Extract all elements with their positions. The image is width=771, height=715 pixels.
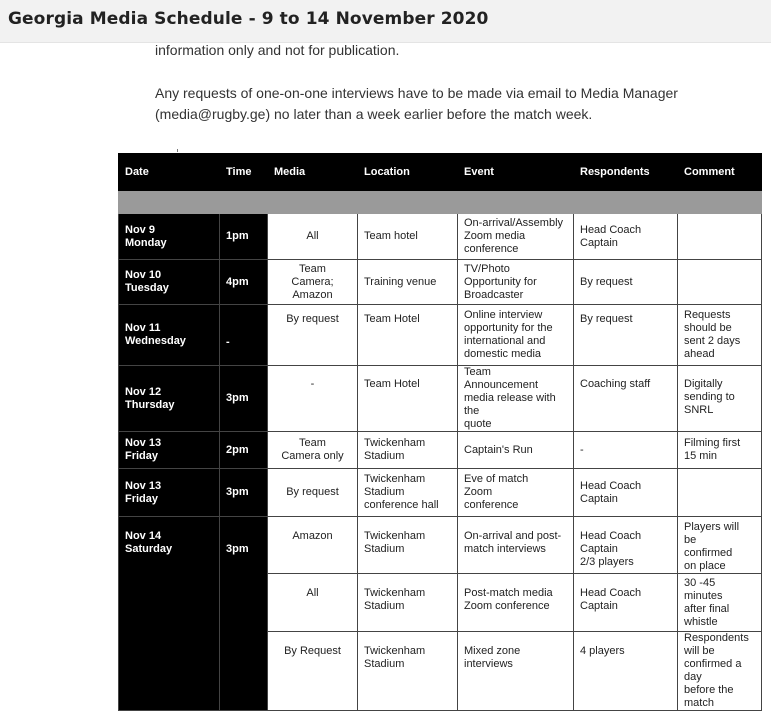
header-media: Media bbox=[268, 154, 358, 191]
respondents-line: Captain bbox=[580, 492, 618, 505]
media-line: All bbox=[306, 587, 319, 599]
location-cell bbox=[358, 517, 458, 574]
time-cell: 1pm bbox=[220, 214, 268, 260]
location-line: Stadium bbox=[364, 658, 405, 670]
location-line: Team Hotel bbox=[364, 313, 420, 325]
comment-line: before the bbox=[684, 684, 734, 696]
media-line: Team bbox=[299, 437, 326, 449]
header-date: Date bbox=[119, 154, 220, 191]
event-line: conference bbox=[464, 243, 519, 255]
date-line: Nov 13 bbox=[125, 479, 162, 492]
comment-line: Filming first bbox=[684, 437, 741, 449]
comment-cell bbox=[678, 366, 762, 432]
event-line: domestic media bbox=[464, 348, 542, 360]
header-time: Time bbox=[220, 154, 268, 191]
event-line: conference bbox=[464, 499, 519, 511]
table-row bbox=[119, 260, 762, 305]
respondents-line: Captain bbox=[580, 236, 618, 249]
comment-line: should be bbox=[684, 322, 732, 334]
event-cell bbox=[458, 632, 574, 711]
location-cell bbox=[358, 214, 458, 260]
media-line: Amazon bbox=[292, 288, 333, 301]
comment-line: confirmed a bbox=[684, 658, 742, 670]
date-line: Nov 12 bbox=[125, 385, 162, 398]
respondents-cell bbox=[574, 469, 678, 517]
comment-cell bbox=[678, 469, 762, 517]
location-line: Twickenham bbox=[364, 530, 426, 542]
media-line: Amazon bbox=[292, 530, 333, 542]
header-comment: Comment bbox=[678, 154, 762, 191]
event-cell bbox=[458, 305, 574, 366]
location-line: Twickenham bbox=[364, 473, 426, 485]
comment-line: minutes bbox=[684, 589, 723, 602]
date-cell bbox=[119, 517, 220, 711]
media-cell bbox=[268, 366, 358, 432]
respondents-line: Head Coach bbox=[580, 223, 642, 236]
event-cell bbox=[458, 260, 574, 305]
respondents-line: Head Coach bbox=[580, 587, 642, 599]
location-line: Stadium bbox=[364, 600, 405, 612]
comment-line: Requests bbox=[684, 309, 731, 321]
event-line: the bbox=[464, 405, 480, 417]
media-schedule-table bbox=[118, 153, 762, 711]
event-cell bbox=[458, 517, 574, 574]
comment-line: match bbox=[684, 697, 714, 709]
separator-cell bbox=[119, 191, 762, 214]
location-line: Stadium bbox=[364, 543, 405, 555]
event-line: interviews bbox=[464, 658, 513, 670]
media-cell bbox=[268, 214, 358, 260]
respondents-line: 4 players bbox=[580, 645, 625, 657]
media-cell bbox=[268, 632, 358, 711]
respondents-line: Captain bbox=[580, 600, 618, 612]
location-line: Training venue bbox=[364, 275, 437, 288]
respondents-line: Head Coach bbox=[580, 530, 642, 542]
comment-line: whistle bbox=[684, 615, 718, 628]
respondents-line: 2/3 players bbox=[580, 556, 634, 568]
media-line: Team bbox=[299, 262, 326, 275]
event-line: international and bbox=[464, 335, 546, 347]
date-line: Nov 14 bbox=[125, 530, 162, 542]
location-line: Team Hotel bbox=[364, 378, 420, 390]
table-row bbox=[119, 305, 762, 366]
event-line: Zoom media bbox=[464, 230, 526, 242]
date-line: Saturday bbox=[125, 543, 173, 555]
comment-line: on place bbox=[684, 560, 726, 572]
comment-line: 30 -45 bbox=[684, 576, 716, 589]
event-cell bbox=[458, 432, 574, 469]
date-line: Wednesday bbox=[125, 335, 186, 347]
location-line: Twickenham bbox=[364, 437, 426, 449]
location-cell bbox=[358, 632, 458, 711]
table-row bbox=[119, 517, 762, 574]
event-line: Zoom conference bbox=[464, 600, 550, 612]
date-line: Tuesday bbox=[125, 282, 169, 294]
page-title: Georgia Media Schedule - 9 to 14 November 2020 bbox=[8, 9, 489, 29]
header-location: Location bbox=[358, 154, 458, 191]
event-line: Online interview bbox=[464, 309, 543, 321]
date-line: Nov 10 bbox=[125, 269, 162, 281]
comment-line: 15 min bbox=[684, 450, 718, 462]
media-line: By request bbox=[286, 486, 339, 498]
location-line: Stadium bbox=[364, 486, 405, 498]
location-line: Twickenham bbox=[364, 587, 426, 599]
respondents-cell bbox=[574, 432, 678, 469]
location-cell bbox=[358, 305, 458, 366]
comment-line: ahead bbox=[684, 348, 715, 360]
table-row bbox=[119, 214, 762, 260]
media-line: - bbox=[310, 378, 315, 390]
table-separator-row bbox=[119, 191, 762, 214]
date-cell bbox=[119, 260, 220, 305]
media-cell bbox=[268, 517, 358, 574]
media-line: By Request bbox=[284, 645, 341, 657]
media-line: Camera only bbox=[281, 450, 344, 462]
event-line: Team bbox=[464, 366, 491, 378]
event-line: TV/Photo bbox=[464, 262, 510, 275]
comment-line: sent 2 days bbox=[684, 335, 741, 347]
date-cell bbox=[119, 214, 220, 260]
media-cell bbox=[268, 260, 358, 305]
event-line: Broadcaster bbox=[464, 288, 524, 301]
respondents-line: By request bbox=[580, 313, 633, 325]
date-cell bbox=[119, 366, 220, 432]
respondents-line: Head Coach bbox=[580, 479, 642, 492]
respondents-cell bbox=[574, 632, 678, 711]
intro-paragraph-1: information only and not for publication. bbox=[155, 42, 400, 58]
location-cell bbox=[358, 469, 458, 517]
event-line: On-arrival/Assembly bbox=[464, 217, 564, 229]
respondents-cell bbox=[574, 517, 678, 574]
comment-cell bbox=[678, 260, 762, 305]
table-row bbox=[119, 432, 762, 469]
location-line: Stadium bbox=[364, 450, 405, 462]
event-line: On-arrival and post- bbox=[464, 530, 562, 542]
comment-line: be bbox=[684, 534, 697, 546]
intro-paragraph-2: Any requests of one-on-one interviews have to be made via email to Media Manager (media@rugby.ge) no later than a week earlier before the match week. bbox=[155, 85, 678, 122]
comment-cell bbox=[678, 517, 762, 574]
table-header-row bbox=[119, 154, 762, 191]
date-line: Nov 13 bbox=[125, 437, 162, 449]
location-cell bbox=[358, 574, 458, 632]
event-cell bbox=[458, 366, 574, 432]
comment-cell bbox=[678, 214, 762, 260]
event-line: Mixed zone bbox=[464, 645, 521, 657]
location-line: Twickenham bbox=[364, 645, 426, 657]
header-respondents: Respondents bbox=[574, 154, 678, 191]
date-line: Nov 11 bbox=[125, 322, 161, 334]
event-line: opportunity for the bbox=[464, 322, 553, 334]
table-row bbox=[119, 366, 762, 432]
event-line: Post-match media bbox=[464, 587, 553, 599]
comment-line: Players will bbox=[684, 521, 740, 533]
comment-line: after final bbox=[684, 602, 730, 615]
date-cell bbox=[119, 469, 220, 517]
date-cell bbox=[119, 432, 220, 469]
location-cell bbox=[358, 366, 458, 432]
event-line: media release with bbox=[464, 392, 556, 404]
event-line: quote bbox=[464, 418, 492, 430]
date-cell bbox=[119, 305, 220, 366]
time-cell: 4pm bbox=[220, 260, 268, 305]
event-line: Eve of match bbox=[464, 473, 529, 485]
comment-line: confirmed bbox=[684, 547, 733, 559]
event-cell bbox=[458, 214, 574, 260]
event-line: Opportunity for bbox=[464, 275, 537, 288]
date-line: Monday bbox=[125, 236, 167, 249]
event-cell bbox=[458, 469, 574, 517]
event-cell bbox=[458, 574, 574, 632]
respondents-cell bbox=[574, 214, 678, 260]
time-cell: - bbox=[220, 305, 268, 366]
comment-cell bbox=[678, 574, 762, 632]
decorative-mark bbox=[177, 149, 178, 152]
title-bar bbox=[0, 0, 771, 43]
location-line: conference hall bbox=[364, 499, 439, 511]
date-line: Friday bbox=[125, 450, 159, 462]
time-cell: 3pm bbox=[220, 517, 268, 711]
media-cell bbox=[268, 574, 358, 632]
respondents-line: - bbox=[580, 443, 584, 456]
location-cell bbox=[358, 260, 458, 305]
media-cell bbox=[268, 305, 358, 366]
respondents-cell bbox=[574, 260, 678, 305]
event-line: match interviews bbox=[464, 543, 546, 555]
comment-cell bbox=[678, 632, 762, 711]
time-cell: 3pm bbox=[220, 469, 268, 517]
comment-line: Respondents bbox=[684, 632, 749, 644]
respondents-line: Coaching staff bbox=[580, 378, 651, 390]
event-line: Captain's Run bbox=[464, 443, 533, 456]
respondents-cell bbox=[574, 366, 678, 432]
location-cell bbox=[358, 432, 458, 469]
table-row bbox=[119, 469, 762, 517]
comment-line: will be bbox=[684, 645, 715, 657]
comment-line: Digitally bbox=[684, 378, 723, 390]
date-line: Nov 9 bbox=[125, 223, 155, 236]
media-line: Camera; bbox=[291, 275, 334, 288]
event-line: Announcement bbox=[464, 379, 538, 391]
comment-line: sending to bbox=[684, 391, 735, 403]
comment-cell bbox=[678, 432, 762, 469]
media-cell bbox=[268, 432, 358, 469]
respondents-line: By request bbox=[580, 275, 633, 288]
date-line: Friday bbox=[125, 492, 159, 505]
media-cell bbox=[268, 469, 358, 517]
media-line: By request bbox=[286, 313, 339, 325]
location-line: Team hotel bbox=[364, 230, 418, 242]
comment-line: day bbox=[684, 671, 702, 683]
respondents-line: Captain bbox=[580, 543, 618, 555]
date-line: Thursday bbox=[125, 398, 175, 411]
respondents-cell bbox=[574, 305, 678, 366]
media-line: All bbox=[306, 230, 319, 242]
respondents-cell bbox=[574, 574, 678, 632]
comment-line: SNRL bbox=[684, 404, 714, 416]
header-event: Event bbox=[458, 154, 574, 191]
comment-cell bbox=[678, 305, 762, 366]
event-line: Zoom bbox=[464, 486, 493, 498]
time-cell: 3pm bbox=[220, 366, 268, 432]
time-cell: 2pm bbox=[220, 432, 268, 469]
